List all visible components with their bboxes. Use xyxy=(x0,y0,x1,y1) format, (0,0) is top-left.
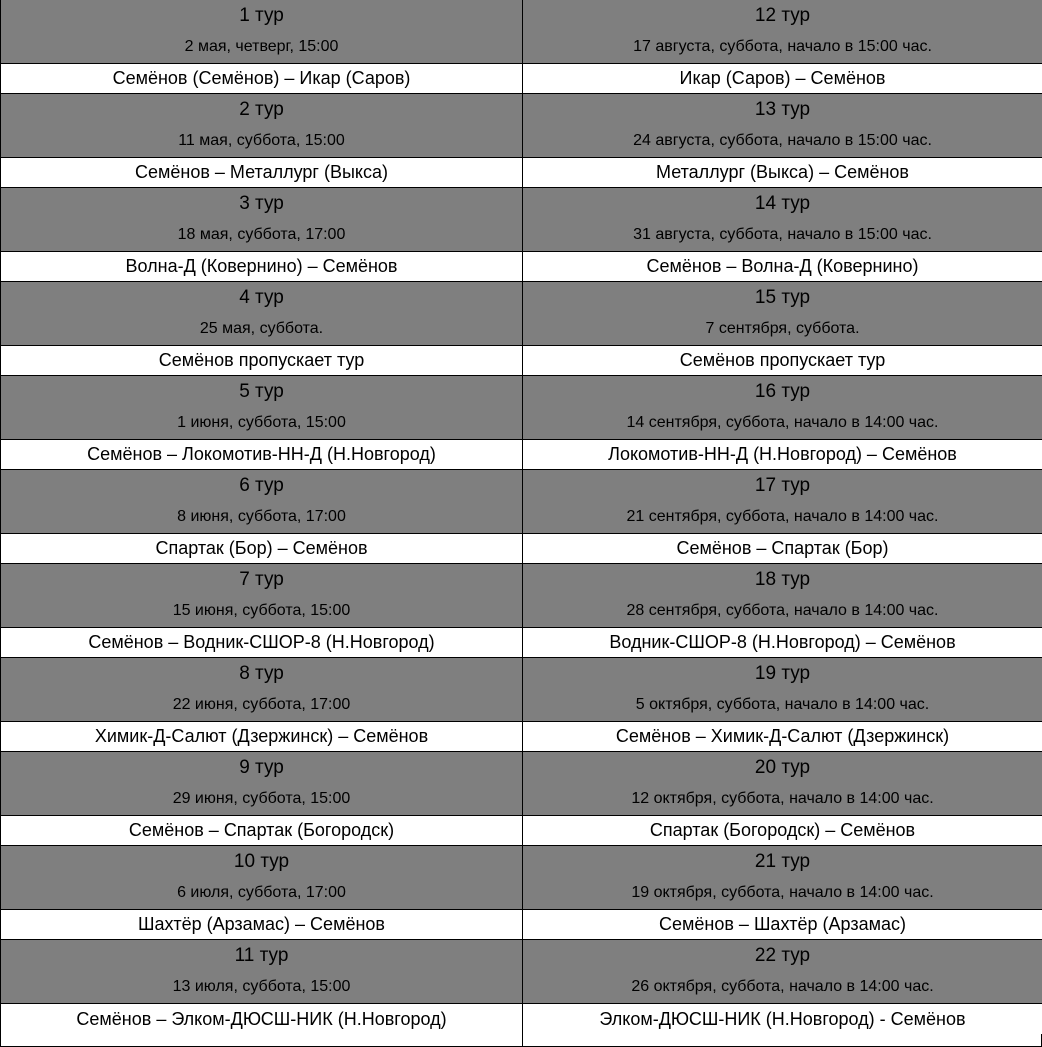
round-header xyxy=(1,0,522,64)
match-row: Семёнов пропускает тур xyxy=(523,346,1042,376)
round-title: 8 тур xyxy=(239,662,284,684)
match-row: Икар (Саров) – Семёнов xyxy=(523,64,1042,94)
match-row: Семёнов (Семёнов) – Икар (Саров) xyxy=(1,64,522,94)
round-date: 1 июня, суббота, 15:00 xyxy=(177,413,346,431)
round-date: 22 июня, суббота, 17:00 xyxy=(172,695,351,713)
round-header xyxy=(523,470,1042,534)
round-title: 14 тур xyxy=(754,192,811,214)
match-row: Семёнов – Спартак (Богородск) xyxy=(1,816,522,846)
round-title: 19 тур xyxy=(754,662,811,684)
round-title: 22 тур xyxy=(754,944,811,966)
round-header xyxy=(523,94,1042,158)
match-row: Семёнов – Локомотив-НН-Д (Н.Новгород) xyxy=(1,440,522,470)
round-header xyxy=(523,282,1042,346)
round-header xyxy=(523,188,1042,252)
round-date: 28 сентября, суббота, начало в 14:00 час. xyxy=(626,601,939,619)
match-row: Элком-ДЮСШ-НИК (Н.Новгород) - Семёнов xyxy=(523,1004,1042,1034)
schedule-column-first-half xyxy=(1,0,522,1046)
round-header xyxy=(523,376,1042,440)
round-date: 26 октября, суббота, начало в 14:00 час. xyxy=(631,977,934,995)
round-title: 12 тур xyxy=(754,4,811,26)
round-date: 21 сентября, суббота, начало в 14:00 час. xyxy=(626,507,939,525)
round-date: 2 мая, четверг, 15:00 xyxy=(184,37,339,55)
round-title: 13 тур xyxy=(754,98,811,120)
match-row: Спартак (Богородск) – Семёнов xyxy=(523,816,1042,846)
round-title: 20 тур xyxy=(754,756,811,778)
match-row: Семёнов – Спартак (Бор) xyxy=(523,534,1042,564)
round-title: 4 тур xyxy=(239,286,284,308)
round-date: 12 октября, суббота, начало в 14:00 час. xyxy=(631,789,934,807)
round-date: 31 августа, суббота, начало в 15:00 час. xyxy=(633,225,932,243)
round-date: 5 октября, суббота, начало в 14:00 час. xyxy=(635,695,930,713)
round-header xyxy=(523,564,1042,628)
round-header xyxy=(1,282,522,346)
match-row: Водник-СШОР-8 (Н.Новгород) – Семёнов xyxy=(523,628,1042,658)
round-header xyxy=(1,470,522,534)
match-row: Металлург (Выкса) – Семёнов xyxy=(523,158,1042,188)
round-header xyxy=(1,752,522,816)
match-row: Семёнов – Водник-СШОР-8 (Н.Новгород) xyxy=(1,628,522,658)
match-row: Семёнов – Волна-Д (Ковернино) xyxy=(523,252,1042,282)
round-header xyxy=(1,564,522,628)
round-header xyxy=(523,658,1042,722)
match-row: Семёнов пропускает тур xyxy=(1,346,522,376)
match-row: Семёнов – Элком-ДЮСШ-НИК (Н.Новгород) xyxy=(1,1004,522,1034)
round-title: 3 тур xyxy=(239,192,284,214)
round-date: 13 июля, суббота, 15:00 xyxy=(172,977,351,995)
round-header xyxy=(523,846,1042,910)
round-header xyxy=(1,658,522,722)
round-header xyxy=(1,846,522,910)
round-date: 24 августа, суббота, начало в 15:00 час. xyxy=(633,131,932,149)
match-row: Семёнов – Шахтёр (Арзамас) xyxy=(523,910,1042,940)
round-title: 21 тур xyxy=(754,850,811,872)
round-title: 7 тур xyxy=(239,568,284,590)
round-date: 19 октября, суббота, начало в 14:00 час. xyxy=(631,883,934,901)
round-title: 5 тур xyxy=(239,380,284,402)
match-row: Шахтёр (Арзамас) – Семёнов xyxy=(1,910,522,940)
round-title: 2 тур xyxy=(239,98,284,120)
round-date: 15 июня, суббота, 15:00 xyxy=(172,601,351,619)
round-title: 6 тур xyxy=(239,474,284,496)
round-date: 29 июня, суббота, 15:00 xyxy=(172,789,351,807)
match-row: Химик-Д-Салют (Дзержинск) – Семёнов xyxy=(1,722,522,752)
round-date: 6 июля, суббота, 17:00 xyxy=(177,883,346,901)
round-header xyxy=(1,940,522,1004)
match-row: Локомотив-НН-Д (Н.Новгород) – Семёнов xyxy=(523,440,1042,470)
round-date: 7 сентября, суббота. xyxy=(705,319,860,337)
match-row: Семёнов – Химик-Д-Салют (Дзержинск) xyxy=(523,722,1042,752)
round-header xyxy=(523,940,1042,1004)
round-date: 8 июня, суббота, 17:00 xyxy=(177,507,346,525)
round-date: 25 мая, суббота. xyxy=(199,319,324,337)
round-title: 16 тур xyxy=(754,380,811,402)
round-title: 18 тур xyxy=(754,568,811,590)
round-header xyxy=(1,376,522,440)
schedule-column-second-half xyxy=(522,0,1042,1046)
round-header xyxy=(523,752,1042,816)
match-row: Спартак (Бор) – Семёнов xyxy=(1,534,522,564)
round-header xyxy=(1,94,522,158)
round-date: 18 мая, суббота, 17:00 xyxy=(177,225,346,243)
match-row: Волна-Д (Ковернино) – Семёнов xyxy=(1,252,522,282)
match-row: Семёнов – Металлург (Выкса) xyxy=(1,158,522,188)
round-header xyxy=(523,0,1042,64)
round-title: 1 тур xyxy=(239,4,284,26)
round-date: 17 августа, суббота, начало в 15:00 час. xyxy=(633,37,932,55)
round-date: 11 мая, суббота, 15:00 xyxy=(178,131,345,149)
round-header xyxy=(1,188,522,252)
round-title: 10 тур xyxy=(233,850,290,872)
round-title: 15 тур xyxy=(754,286,811,308)
round-title: 11 тур xyxy=(234,944,289,966)
round-title: 17 тур xyxy=(754,474,811,496)
round-date: 14 сентября, суббота, начало в 14:00 час. xyxy=(626,413,939,431)
round-title: 9 тур xyxy=(239,756,284,778)
